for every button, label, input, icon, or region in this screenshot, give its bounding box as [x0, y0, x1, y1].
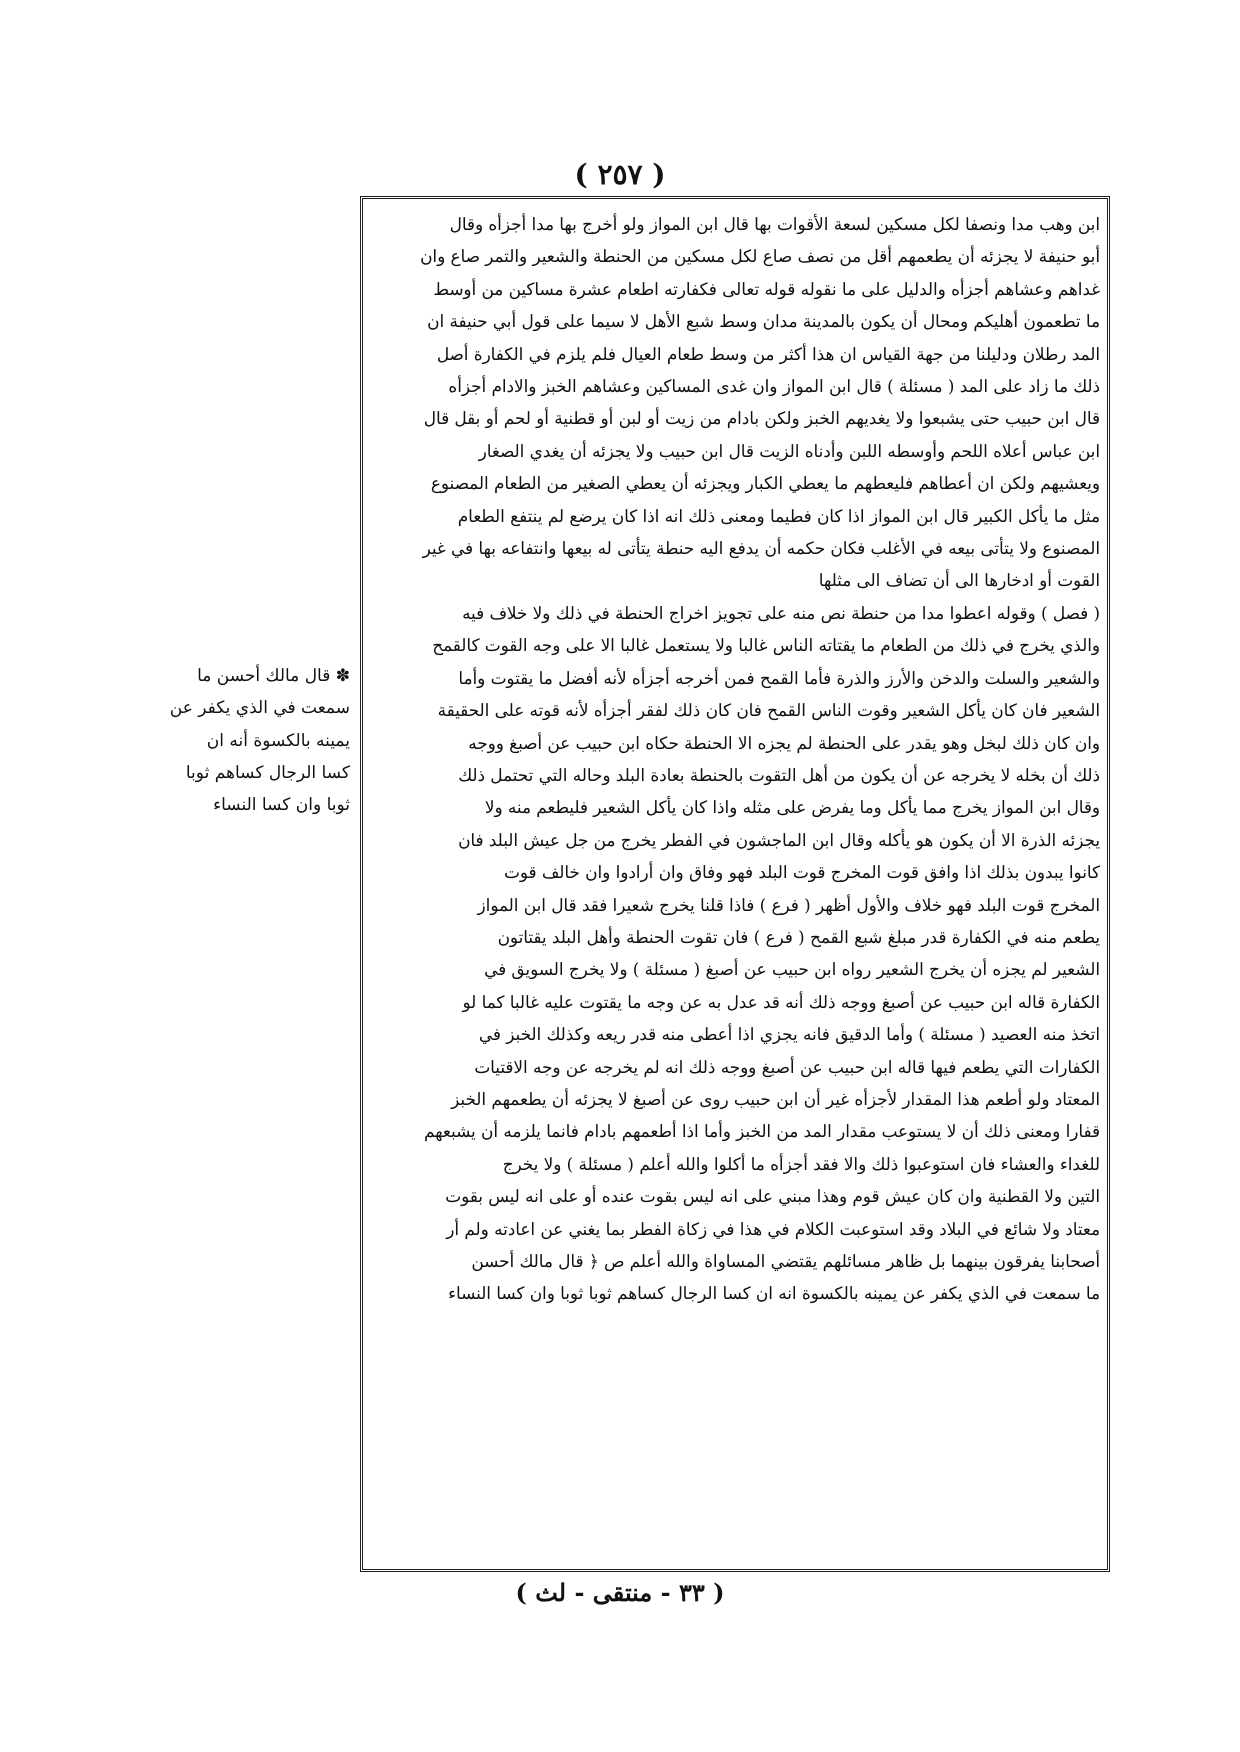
- text-line: ما سمعت في الذي يكفر عن يمينه بالكسوة انه ان كسا الرجال كساهم ثوبا ثوبا وان كسا النساء: [448, 1283, 1100, 1304]
- text-line: ابن عباس أعلاه اللحم وأوسطه اللبن وأدناه الزيت قال ابن حبيب ولا يجزئه أن يغدي الصغار: [478, 440, 1100, 461]
- text-line: الكفارات التي يطعم فيها قاله ابن حبيب عن أصبغ ووجه ذلك انه لم يخرجه عن وجه الاقتيات: [474, 1056, 1100, 1077]
- text-line: المخرج قوت البلد فهو خلاف والأول أظهر ( فرع ) فاذا قلنا يخرج شعيرا فقد قال ابن المواز: [477, 894, 1100, 915]
- text-line: ويعشيهم ولكن ان أعطاهم فليعطهم ما يعطي الكبار ويجزئه أن يعطي الصغير من الطعام المصنوع: [430, 473, 1100, 494]
- text-line: كانوا يبدون بذلك اذا وافق قوت المخرج قوت البلد فهو وفاق وان أرادوا وان خالف قوت: [504, 862, 1100, 883]
- text-line: أبو حنيفة لا يجزئه أن يطعمهم أقل من نصف صاع لكل مسكين من الحنطة والشعير والتمر صاع وان: [420, 246, 1100, 267]
- page-number: ( ٢٥٧ ): [574, 158, 666, 191]
- text-line: للغداء والعشاء فان استوعبوا ذلك والا فقد أجزأه ما أكلوا والله أعلم ( مسئلة ) ولا يخرج: [502, 1153, 1100, 1174]
- margin-note-line: ثوبا وان كسا النساء: [213, 795, 350, 816]
- text-line: الكفارة قاله ابن حبيب عن أصبغ ووجه ذلك أنه قد عدل به عن وجه ما يقتوت عليه غالبا كما لو: [462, 991, 1100, 1012]
- margin-note-line: يمينه بالكسوة أنه ان: [206, 730, 350, 751]
- text-line: التين ولا القطنية وان كان عيش قوم وهذا مبني على انه ليس بقوت عنده أو على انه ليس بقوت: [445, 1186, 1100, 1207]
- text-line: أصحابنا يفرقون بينهما بل ظاهر مسائلهم يقتضي المساواة والله أعلم ص ﴿ قال مالك أحسن: [471, 1251, 1100, 1271]
- text-line: الشعير لم يجزه أن يخرج الشعير رواه ابن حبيب عن أصبغ ( مسئلة ) ولا يخرج السويق في: [484, 959, 1100, 980]
- text-line: قال ابن حبيب حتى يشبعوا ولا يغديهم الخبز ولكن بادام من زيت أو لبن أو قطنية أو لحم أو بقل قال: [423, 408, 1100, 429]
- text-line: ذلك أن بخله لا يخرجه عن أن يكون من أهل التقوت بالحنطة بعادة البلد وحاله التي تحتمل ذلك: [458, 764, 1100, 785]
- text-line: القوت أو ادخارها الى أن تضاف الى مثلها: [818, 570, 1100, 591]
- text-line: يطعم منه في الكفارة قدر مبلغ شبع القمح ( فرع ) فان تقوت الحنطة وأهل البلد يقتاتون: [497, 926, 1100, 947]
- text-line: ما تطعمون أهليكم ومحال أن يكون بالمدينة مدان وسط شبع الأهل لا سيما على قول أبي حنيفة ان: [427, 311, 1100, 332]
- text-line: اتخذ منه العصيد ( مسئلة ) وأما الدقيق فانه يجزي اذا أعطى منه قدر ريعه وكذلك الخبز في: [478, 1024, 1100, 1045]
- text-line: مثل ما يأكل الكبير قال ابن المواز اذا كان فطيما ومعنى ذلك انه اذا كان يرضع لم ينتفع الطعام: [457, 505, 1100, 526]
- text-line: ذلك ما زاد على المد ( مسئلة ) قال ابن المواز وان غدى المساكين وعشاهم الخبز والادام أجزأه: [448, 376, 1100, 397]
- text-line: وان كان ذلك لبخل وهو يقدر على الحنطة لم يجزه الا الحنطة حكاه ابن حبيب عن أصبغ ووجه: [468, 732, 1100, 753]
- main-text-block: [370, 208, 1100, 1310]
- margin-note-line: سمعت في الذي يكفر عن: [169, 698, 350, 719]
- text-line: وقال ابن المواز يخرج مما يأكل وما يفرض على مثله واذا كان يأكل الشعير فليطعم منه ولا: [484, 797, 1100, 818]
- text-line: المصنوع ولا يتأتى بيعه في الأغلب فكان حكمه أن يدفع اليه حنطة يتأتى له بيعها وانتفاعه بها في غير: [422, 538, 1100, 559]
- text-line: والشعير والسلت والدخن والأرز والذرة فأما القمح فمن أخرجه أجزأه لأنه أفضل ما يقتوت وأما: [458, 667, 1100, 688]
- text-line: الشعير فان كان يأكل الشعير وقوت الناس القمح فان كان ذلك لفقر أجزأه لأنه قوته على الحقيقة: [437, 700, 1100, 721]
- text-line: والذي يخرج في ذلك من الطعام ما يقتاته الناس غالبا ولا يستعمل غالبا الا على وجه القوت كالقمح: [432, 635, 1100, 656]
- footer-signature: ( ٣٣ - منتقى - لث ): [515, 1578, 725, 1607]
- text-line: يجزئه الذرة الا أن يكون هو يأكله وقال ابن الماجشون في الفطر يخرج من جل عيش البلد فان: [458, 829, 1100, 850]
- text-line: ابن وهب مدا ونصفا لكل مسكين لسعة الأقوات بها قال ابن المواز ولو أخرج بها مدا أجزأه وقال: [449, 214, 1100, 234]
- text-line: قفارا ومعنى ذلك أن لا يستوعب مقدار المد من الخبز وأما اذا أطعمهم بادام فانما يلزمه أن يشبعهم: [424, 1121, 1100, 1142]
- text-line: معتاد ولا شائع في البلاد وقد استوعبت الكلام في هذا في زكاة الفطر بما يغني عن اعادته ولم أر: [446, 1218, 1100, 1239]
- marginal-note: [169, 660, 350, 821]
- text-line: ( فصل ) وقوله اعطوا مدا من حنطة نص منه على تجويز اخراج الحنطة في ذلك ولا خلاف فيه: [462, 602, 1100, 623]
- text-line: المعتاد ولو أطعم هذا المقدار لأجزأه غير أن ابن حبيب روى عن أصبغ لا يجزئه أن يطعمهم الخبز: [451, 1088, 1100, 1109]
- margin-note-line: كسا الرجال كساهم ثوبا: [185, 762, 350, 783]
- text-line: المد رطلان ودليلنا من جهة القياس ان هذا أكثر من وسط طعام العيال فلم يلزم في الكفارة أصل: [436, 343, 1100, 364]
- margin-note-line: ✽ قال مالك أحسن ما: [197, 666, 350, 686]
- text-line: غداهم وعشاهم أجزأه والدليل على ما نقوله قوله تعالى فكفارته اطعام عشرة مساكين من أوسط: [433, 278, 1100, 299]
